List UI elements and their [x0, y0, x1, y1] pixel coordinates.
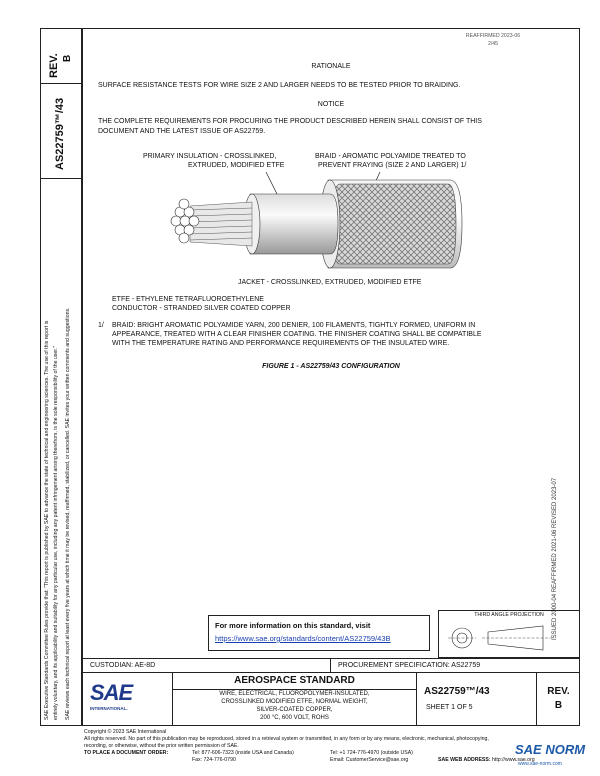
legend-etfe: ETFE - ETHYLENE TETRAFLUOROETHYLENE: [112, 296, 264, 303]
watermark-text: SAE NORM: [515, 742, 586, 757]
footer-tel-2: Tel: +1 724-776-4970 (outside USA): [330, 750, 413, 756]
footer-order-label: TO PLACE A DOCUMENT ORDER:: [84, 750, 169, 756]
footer-web-label: SAE WEB ADDRESS:: [438, 757, 491, 763]
left-rev-value: B: [62, 54, 73, 62]
left-rev-box: [40, 28, 82, 84]
title-rev-value: B: [554, 700, 563, 711]
left-doc-number: AS22759™/43: [54, 97, 66, 170]
footer-tel: Tel: 877-606-7323 (inside USA and Canada): [192, 750, 294, 756]
title-rev-label: REV.: [547, 686, 570, 697]
standard-link[interactable]: https://www.sae.org/standards/content/AS22759/43B: [215, 634, 391, 643]
left-rev-label: REV.: [48, 53, 60, 78]
footer-web[interactable]: http://www.sae.org: [492, 757, 535, 763]
label-primary-1: PRIMARY INSULATION - CROSSLINKED,: [143, 153, 277, 160]
notice-line-1: THE COMPLETE REQUIREMENTS FOR PROCURING THE PRODUCT DESCRIBED HEREIN SHALL CONSIST OF THIS: [98, 118, 482, 125]
sae-logo-text: SAE: [90, 680, 133, 705]
projection-symbol-icon: [448, 620, 558, 656]
footer-email[interactable]: Email: CustomerService@sae.org: [330, 757, 409, 763]
left-strip-divider: [82, 28, 83, 726]
rationale-heading: RATIONALE: [311, 63, 351, 70]
figure-caption: FIGURE 1 - AS22759/43 CONFIGURATION: [262, 363, 400, 370]
footer-rights: All rights reserved. No part of this publication may be reproduced, stored in a retrieval system or transmitted, in any form or by any means, electronic, mechanical, photocopying,: [84, 736, 489, 742]
note-line-2: APPEARANCE, TREATED WITH A CLEAR FINISHER COATING. THE FINISHER COATING SHALL BE COMPATIBLE: [112, 331, 482, 338]
notice-heading: NOTICE: [317, 101, 345, 108]
title-block-top-line: [82, 658, 580, 659]
title-block-split: [330, 658, 331, 672]
footer-fax: Fax: 724-776-0790: [192, 757, 236, 763]
watermark-sub: www.sae-norm.com: [518, 761, 562, 767]
note-line-3: WITH THE TEMPERATURE RATING AND PERFORMANCE REQUIREMENTS OF THE INSULATED WIRE.: [112, 340, 450, 347]
desc-line-2: CROSSLINKED MODIFIED ETFE, NORMAL WEIGHT,: [221, 699, 368, 705]
desc-line-3: SILVER-COATED COPPER,: [256, 707, 333, 713]
projection-label: THIRD ANGLE PROJECTION: [474, 612, 544, 618]
sae-logo-sub: INTERNATIONAL.: [90, 706, 128, 711]
note-line-1: BRAID: BRIGHT AROMATIC POLYAMIDE YARN, 200 DENIER, 100 FILAMENTS, TIGHTLY FORMED, UNIFORM IN: [112, 322, 476, 329]
note-marker: 1/: [98, 322, 104, 329]
legal-line-3: SAE reviews each technical report at least every five years at which time it may be revised, reaffirmed, stabilized, or cancelled. SAE invites your written comments and suggestions.: [65, 307, 71, 720]
title-block-mid-line: [82, 672, 580, 673]
reaffirm-line-1: REAFFIRMED 2023-06: [465, 33, 521, 39]
legal-line-2: entirely voluntary, and its applicability and suitability for any particular use, including any patent infringement arising therefrom, is the sole responsibility of the user.": [53, 346, 59, 720]
legend-conductor: CONDUCTOR - STRANDED SILVER COATED COPPER: [112, 305, 291, 312]
sae-logo: [90, 680, 168, 711]
rationale-text: SURFACE RESISTANCE TESTS FOR WIRE SIZE 2 AND LARGER NEEDS TO BE TESTED PRIOR TO BRAIDING.: [98, 82, 461, 89]
custodian: CUSTODIAN: AE-8D: [90, 662, 156, 669]
footer-rights-2: recording, or otherwise, without the prior written permission of SAE.: [84, 743, 239, 749]
desc-line-1: WIRE, ELECTRICAL, FLUOROPOLYMER-INSULATED,: [219, 691, 370, 697]
notice-line-2: DOCUMENT AND THE LATEST ISSUE OF AS22759.: [98, 128, 266, 135]
label-primary-2: EXTRUDED, MODIFIED ETFE: [188, 162, 285, 169]
standard-heading: AEROSPACE STANDARD: [234, 675, 355, 686]
procurement-spec: PROCUREMENT SPECIFICATION: AS22759: [338, 662, 481, 669]
reaffirm-line-2: 2/45: [487, 41, 499, 47]
legal-line-1: SAE Executive Standards Committee Rules provide that: "This report is published by SAE to advance the state of technical and engineering sciences. The use of this report is: [44, 320, 50, 720]
title-doc-number: AS22759™/43: [424, 686, 490, 697]
title-desc-divider: [416, 672, 417, 726]
label-jacket: JACKET - CROSSLINKED, EXTRUDED, MODIFIED ETFE: [238, 279, 422, 286]
revision-dates: ISSUED 2000-04 REAFFIRMED 2021-06 REVISED 2023-07: [552, 477, 558, 640]
standard-heading-line: [172, 689, 416, 690]
label-braid-2: PREVENT FRAYING (SIZE 2 AND LARGER) 1/: [318, 162, 467, 169]
sheet-number: SHEET 1 OF 5: [426, 704, 473, 711]
footer-copyright: Copyright © 2023 SAE International: [84, 729, 167, 735]
info-box: [208, 615, 430, 651]
title-rev-divider: [536, 672, 537, 726]
cable-illustration: [150, 168, 470, 278]
desc-line-4: 200 °C, 600 VOLT, ROHS: [260, 715, 329, 721]
info-text: For more information on this standard, visit: [215, 621, 371, 630]
label-braid-1: BRAID - AROMATIC POLYAMIDE TREATED TO: [315, 153, 466, 160]
